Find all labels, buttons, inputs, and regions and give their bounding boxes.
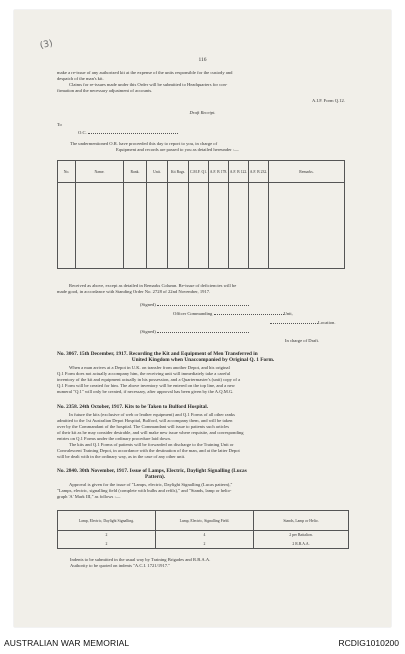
order-3067-line: inventory of the kit and equipment actually in his possession, and a Quartermaster's (unit) copy of a — [57, 377, 241, 382]
order-3067-line: When a man arrives at a Depot in U.K. on transfer from another Depot, and his original — [69, 365, 230, 370]
order-3067-line: Q.1 Form will be created for him. The above inventory will be entered on the top line, and a new — [57, 383, 235, 388]
col-name: Name. — [76, 161, 124, 183]
col-remarks: Remarks. — [269, 161, 345, 183]
draft-receipt-title: Draft Receipt. — [189, 110, 216, 115]
signature-line-1: (Signed) — [140, 302, 249, 308]
table-row — [58, 183, 345, 269]
col-af232: A.F. B 232. — [249, 161, 269, 183]
officer-commanding-line: Officer Commanding Unit, — [173, 311, 293, 316]
intro-paragraph — [57, 70, 357, 94]
table-cell: 2 — [156, 540, 254, 549]
order-2358-line: of their kit as he may consider desirable, and will make new issue where requisite, and corresponding — [57, 430, 244, 435]
col-no: No. — [58, 161, 76, 183]
location-line: Location. — [270, 320, 335, 326]
table-cell: 2 R.B.A.A. — [254, 540, 349, 549]
header-stands: Stands, Lamp or Helio. — [254, 511, 349, 531]
order-2358-line: entries on Q.1 Forms under the ordinary procedure laid down. — [57, 436, 171, 441]
closing-paragraph — [70, 557, 350, 569]
signature-line-2: (Signed) — [140, 329, 249, 335]
order-2358-line: admitted to the 1st Australian Depot Hospital, Bulford, will accompany them, and will be taken — [57, 418, 233, 423]
order-3067 — [57, 351, 349, 395]
table-row — [58, 531, 349, 540]
col-cmf: C.M.F. Q1. — [189, 161, 209, 183]
order-3067-line: numeral "Q.1" will only be created, if necessary, after approval has been given by the A.Q.M.G. — [57, 389, 234, 394]
intro-line: despatch of the man's kit. — [57, 76, 104, 81]
col-af178: A.F. B 178. — [209, 161, 229, 183]
footer-institution: AUSTRALIAN WAR MEMORIAL — [4, 638, 130, 648]
order-2358-line: The kits and Q.1 Forms of patients will be forwarded on discharge to the Training Unit or — [69, 442, 234, 447]
draft-receipt-table — [57, 160, 345, 269]
col-kitbags: Kit Bags. — [168, 161, 189, 183]
order-2840-title: No. 2840. 30th November, 1917. Issue of Lamps, Electric, Daylight Signalling (Lucas — [57, 468, 247, 474]
intro-line: firmation and the necessary adjustment of accounts. — [57, 88, 153, 93]
order-2840-line: "Lamps, electric, signalling field (complete with bulbs and refils)," and "Stands, lamp or helio- — [57, 488, 232, 493]
in-charge-label: In charge of Draft. — [285, 338, 320, 343]
table-cell: 2 — [58, 531, 156, 540]
header-daylight-lamp: Lamp, Electric, Daylight Signalling. — [58, 511, 156, 531]
col-rank: Rank. — [124, 161, 147, 183]
order-2840-title-cont: Pattern). — [145, 474, 166, 480]
archive-footer — [0, 630, 405, 654]
order-2840-line: Approval is given for the issue of "Lamps, electric, Daylight Signalling (Lucas pattern)," — [69, 482, 233, 487]
closing-line: Authority to be quoted on indents "A.C.I. 1721/1917." — [70, 563, 171, 568]
table-cell: 2 — [58, 540, 156, 549]
table-cell: 4 — [156, 531, 254, 540]
col-af122: A.F. B 122. — [229, 161, 249, 183]
received-paragraph: Received as above, except as detailed in Remarks Column. Re-issue of deficiencies will be made good, in accordance with Standing Order No. 2728 of 22nd November, 1917. — [57, 283, 237, 294]
col-unit: Unit. — [147, 161, 168, 183]
to-label: To — [57, 122, 62, 127]
order-2840 — [57, 468, 349, 500]
order-3067-title-cont: United Kingdom when Unaccompanied by Original Q. 1 Form. — [131, 357, 275, 363]
order-2358-line: Convalescent Training Depot, in accordance with the destination of the man, and at the latter Depot — [57, 448, 240, 453]
table-cell: 2 per Battalion. — [254, 531, 349, 540]
header-field-lamp: Lamp, Electric, Signalling Field. — [156, 511, 254, 531]
intro-line: Claims for re-issues made under this Order will be submitted to Headquarters for con- — [69, 82, 228, 87]
closing-line: Indents to be submitted in the usual way by Training Brigades and R.B.A.A. — [70, 557, 211, 562]
order-3067-line: Q.1 Form does not actually accompany him, the receiving unit will immediately take a careful — [57, 371, 231, 376]
page-number: 116 — [198, 57, 207, 63]
footer-record-id: RCDIG1010200 — [338, 638, 399, 648]
order-2358-line: In future the kits (exclusive of web or leather equipment) and Q.1 Forms of all other ranks — [69, 412, 235, 417]
table-row — [58, 540, 349, 549]
order-2358-line: will be dealt with in the ordinary way, as in the case of any other unit. — [57, 454, 186, 459]
oc-label: O.C. — [78, 130, 178, 136]
intro-line: make a re-issue of any authorized kit at the expense of the units responsible for the custody and — [57, 70, 233, 75]
order-2840-line: graph 'A' Mark III," as follows :— — [57, 494, 121, 499]
form-reference: A.I.F. Form Q.12. — [312, 98, 345, 103]
pencil-annotation: (3) — [39, 38, 54, 52]
order-2358-title: No. 2358. 24th October, 1917. Kits to be Taken to Bulford Hospital. — [57, 404, 209, 410]
order-3067-title: No. 3067. 15th December, 1917. Recording the Kit and Equipment of Men Transferred in — [57, 351, 258, 357]
receipt-text: The undermentioned O.R. have proceeded this day to report to you, in charge of Equipment and records are passed to you as detailed hereunder :— — [70, 141, 239, 152]
order-2358-line: over by the Commandant of the hospital. The Commandant will issue to patients such articles — [57, 424, 230, 429]
order-2358 — [57, 404, 349, 460]
lamp-allocation-table — [57, 510, 349, 549]
